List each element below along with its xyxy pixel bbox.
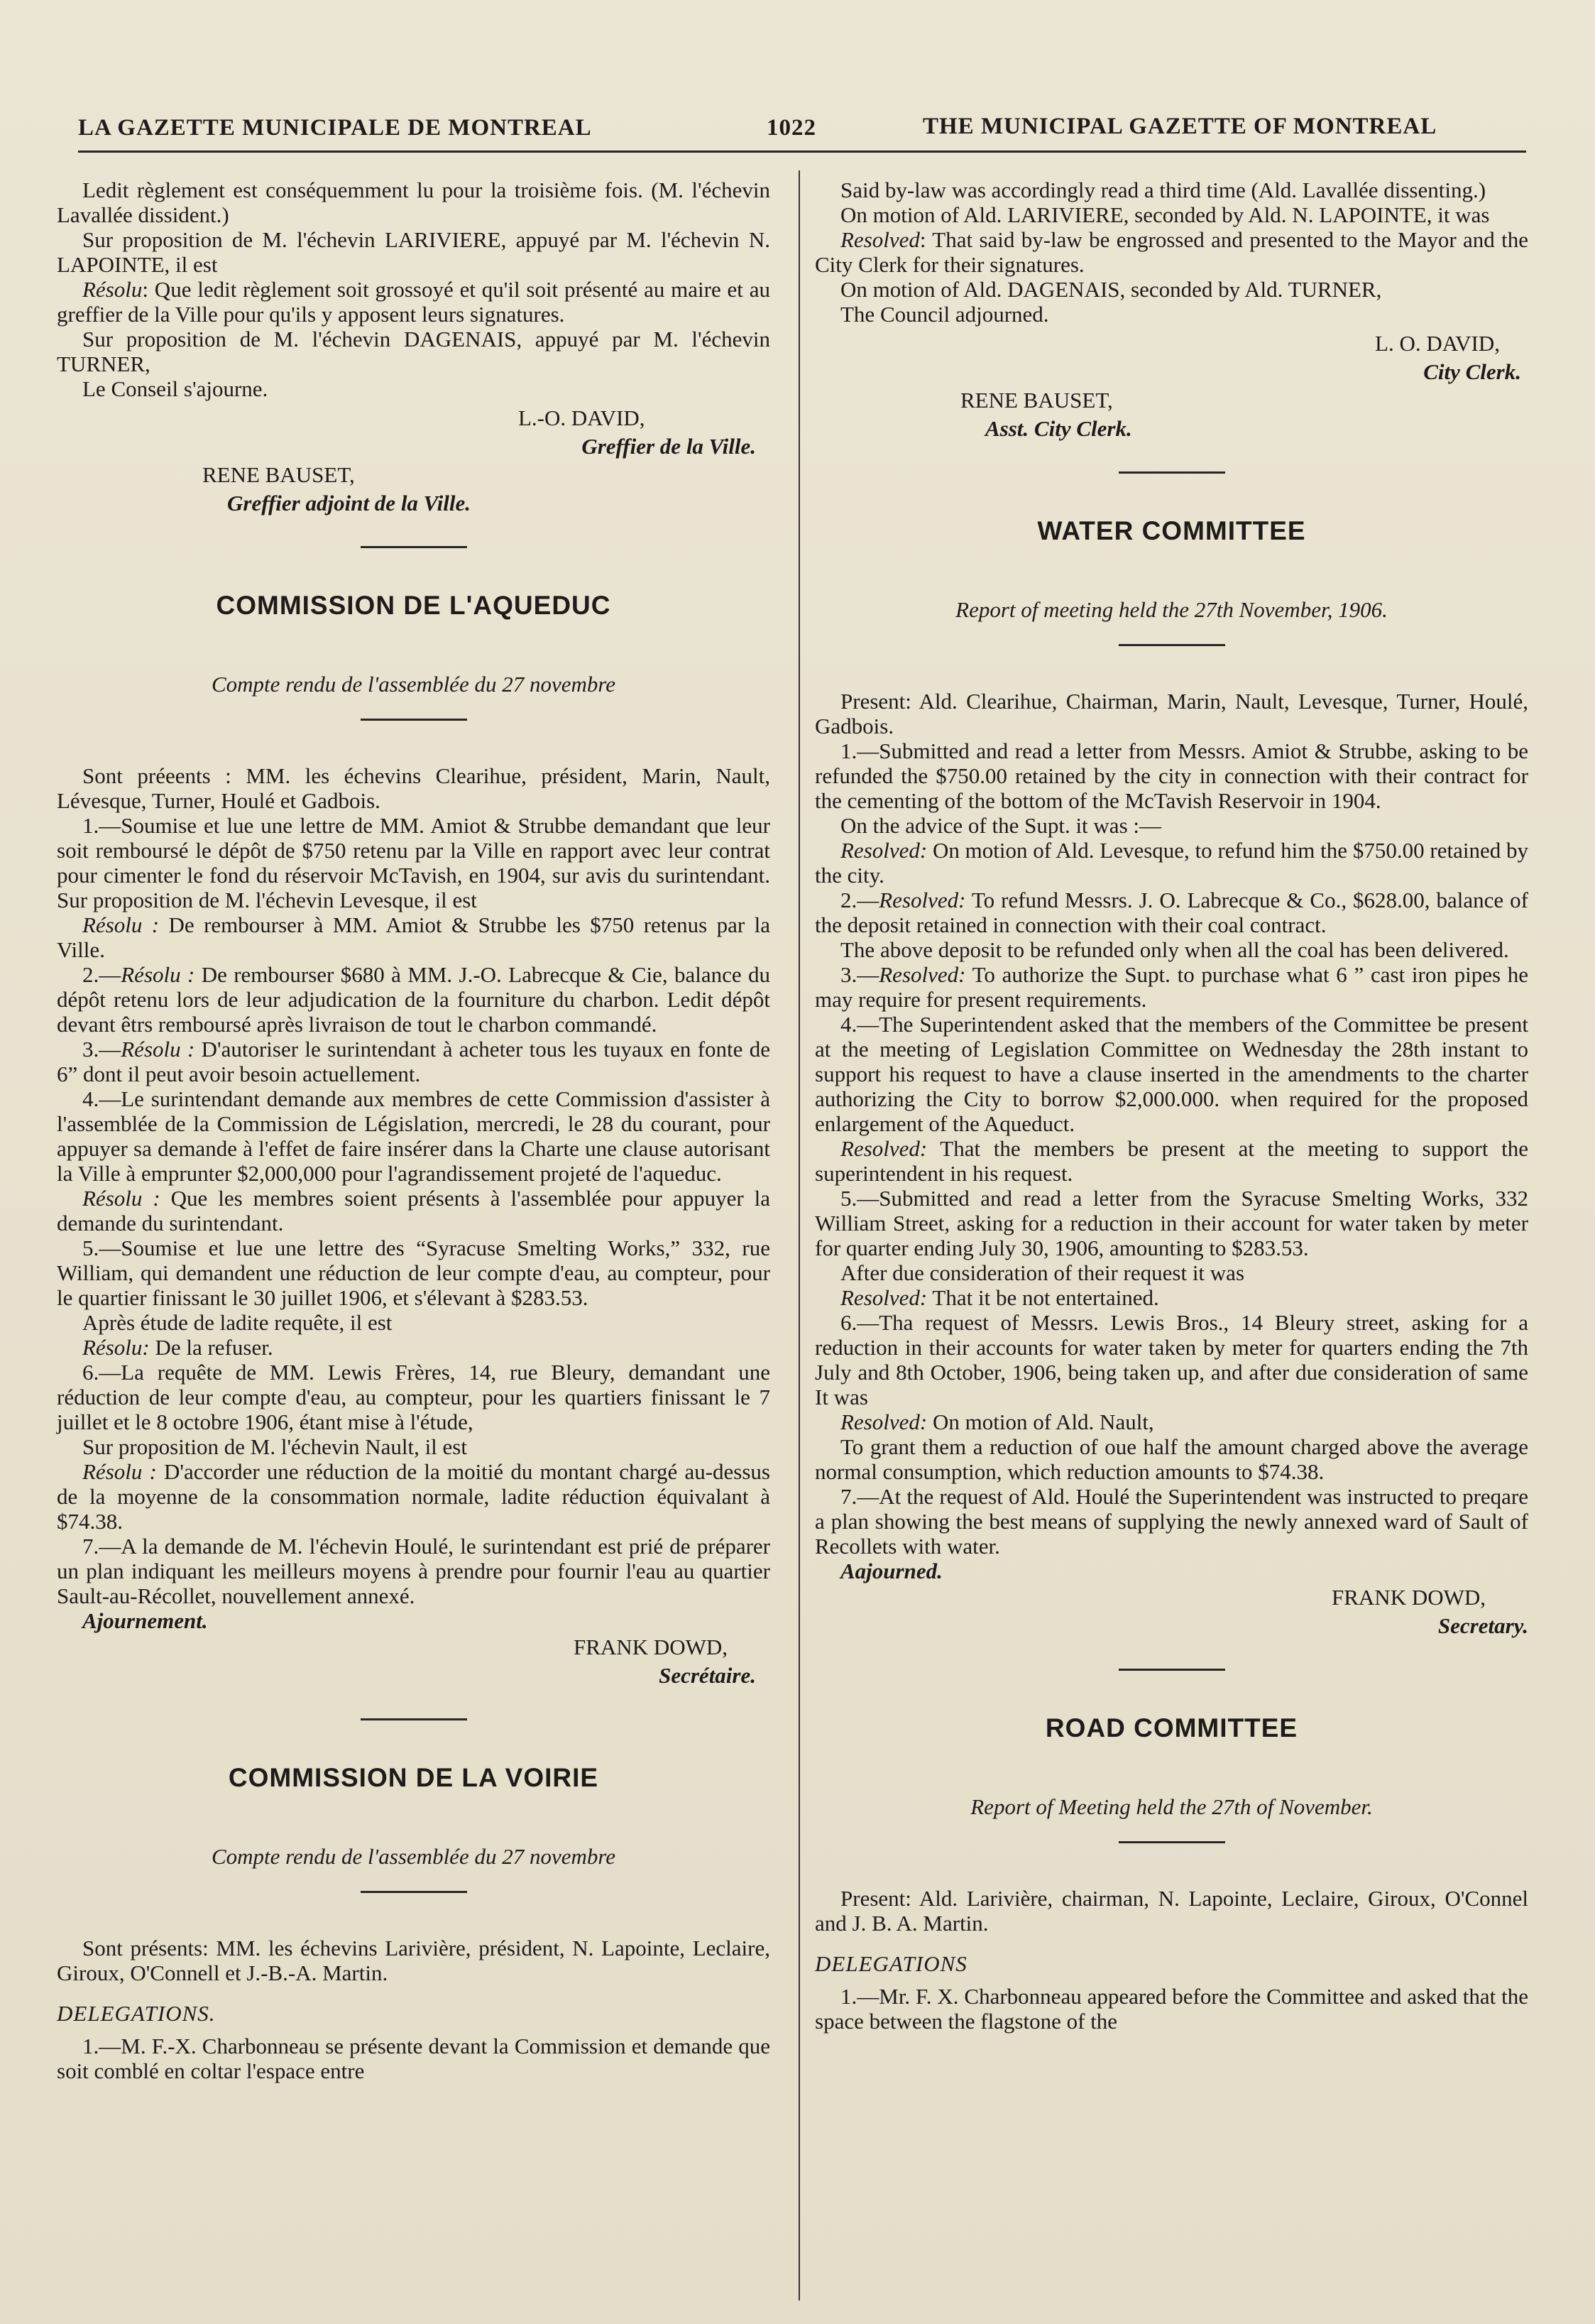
resolution-label: Resolved bbox=[840, 227, 920, 252]
signature-name: L.-O. DAVID, bbox=[518, 405, 645, 430]
resolution-label: Resolved: bbox=[840, 1136, 928, 1161]
resolution-label: Résolu : bbox=[82, 1186, 160, 1211]
paragraph: The above deposit to be refunded only when all the coal has been delivered. bbox=[840, 937, 1509, 962]
paragraph: Sur proposition de M. l'échevin DAGENAIS, appuyé par M. l'échevin TURNER, bbox=[57, 327, 770, 376]
paragraph: Resolved: That it be not entertained. bbox=[840, 1285, 1159, 1310]
section-subtitle: Compte rendu de l'assemblée du 27 novembre bbox=[211, 1844, 616, 1869]
english-column bbox=[815, 178, 1528, 2034]
paragraph: 1.—Submitted and read a letter from Messrs. Amiot & Strubbe, asking to be refunded the $750.00 retained by the city in connection with their contract for the cementing of the bottom of the McTavish Reservoir in 1904. bbox=[815, 738, 1528, 813]
paragraph: The Council adjourned. bbox=[840, 302, 1049, 327]
resolution-label: Résolu : bbox=[82, 912, 160, 937]
paragraph: Sur proposition de M. l'échevin LARIVIERE, appuyé par M. l'échevin N. LAPOINTE, il est bbox=[57, 227, 770, 277]
assistant-name: RENE BAUSET, bbox=[960, 388, 1113, 413]
paragraph: Après étude de ladite requête, il est bbox=[82, 1310, 393, 1335]
paragraph: Sont préeents : MM. les échevins Clearihue, président, Marin, Nault, Lévesque, Turner, Houlé et Gadbois. bbox=[57, 763, 770, 813]
paragraph: 1.—Mr. F. X. Charbonneau appeared before the Committee and asked that the space between the flagstone of the bbox=[815, 1984, 1528, 2034]
resolution-label: Resolved: bbox=[840, 1409, 928, 1434]
paragraph: Present: Ald. Larivière, chairman, N. Lapointe, Leclaire, Giroux, O'Connel and J. B. A. Martin. bbox=[815, 1886, 1528, 1936]
paragraph: Resolved: On motion of Ald. Levesque, to refund him the $750.00 retained by the city. bbox=[815, 838, 1528, 888]
paragraph: 5.—Soumise et lue une lettre des “Syracuse Smelting Works,” 332, rue William, qui demandent une réduction de leur compte d'eau, au compteur, pour le quartier finissant le 30 juillet 1906, et s'élevant à $283.53. bbox=[57, 1235, 770, 1310]
paragraph: Sur proposition de M. l'échevin Nault, il est bbox=[82, 1434, 467, 1459]
paragraph: 6.—Tha request of Messrs. Lewis Bros., 14 Bleury street, asking for a reduction in their accounts for water taken by meter for quarters ending the 7th July and 8th October, 1906, being taken up, and after due consideration of same It was bbox=[815, 1310, 1528, 1409]
paragraph: 6.—La requête de MM. Lewis Frères, 14, rue Bleury, demandant une réduction de leur compte d'eau, au compteur, pour les quartiers finissant le 7 juillet et le 8 octobre 1906, étant mise à l'étude, bbox=[57, 1360, 770, 1434]
section-title: COMMISSION DE L'AQUEDUC bbox=[216, 591, 611, 620]
resolution-label: Résolu : bbox=[121, 1037, 195, 1062]
assistant-title: Asst. City Clerk. bbox=[985, 416, 1132, 441]
resolution-label: Résolu: bbox=[82, 1335, 150, 1360]
resolution-label: Résolu bbox=[82, 277, 143, 302]
signature-block bbox=[57, 404, 770, 518]
paragraph: Résolu: Que ledit règlement soit grossoyé et qu'il soit présenté au maire et au greffier de la Ville pour qu'ils y apposent leurs signatures. bbox=[57, 277, 770, 327]
paragraph: 7.—At the request of Ald. Houlé the Superintendent was instructed to preqare a plan showing the best means of supplying the newly annexed ward of Sault of Recollets with water. bbox=[815, 1484, 1528, 1559]
paragraph: Résolu : D'accorder une réduction de la moitié du montant chargé au-dessus de la moyenne de la consommation normale, ladite réduction équivalant à $74.38. bbox=[57, 1459, 770, 1534]
resolution-label: Resolved: bbox=[879, 888, 966, 912]
delegations-heading: DELEGATIONS. bbox=[57, 2001, 216, 2026]
paragraph: 7.—A la demande de M. l'échevin Houlé, le surintendant est prié de préparer un plan indiquant les meilleurs moyens à prendre pour fournir l'eau au quartier Sault-au-Récollet, nouvellement annexé. bbox=[57, 1534, 770, 1608]
french-column bbox=[57, 178, 770, 2083]
signature-block bbox=[815, 329, 1528, 443]
paragraph: 1.—M. F.-X. Charbonneau se présente devant la Commission et demande que soit comblé en coltar l'espace entre bbox=[57, 2034, 770, 2083]
paragraph: Resolved: That the members be present at the meeting to support the superintendent in his request. bbox=[815, 1136, 1528, 1186]
paragraph: 3.—Résolu : D'autoriser le surintendant à acheter tous les tuyaux en fonte de 6” dont il peut avoir besoin actuellement. bbox=[57, 1037, 770, 1086]
delegations-heading: DELEGATIONS bbox=[815, 1951, 968, 1976]
assistant-name: RENE BAUSET, bbox=[202, 462, 355, 487]
section-subtitle: Report of Meeting held the 27th of November. bbox=[970, 1794, 1373, 1819]
header-french-title: LA GAZETTE MUNICIPALE DE MONTREAL bbox=[78, 115, 592, 141]
signature-title: City Clerk. bbox=[1423, 359, 1521, 384]
paragraph: After due consideration of their request it was bbox=[840, 1260, 1245, 1285]
resolution-label: Resolved: bbox=[879, 962, 966, 987]
section-title: ROAD COMMITTEE bbox=[1045, 1713, 1298, 1742]
paragraph: Said by-law was accordingly read a third time (Ald. Lavallée dissenting.) bbox=[840, 178, 1486, 202]
section-rule bbox=[1119, 471, 1225, 474]
assistant-title: Greffier adjoint de la Ville. bbox=[227, 491, 471, 515]
section-rule bbox=[361, 719, 467, 721]
paragraph: 4.—Le surintendant demande aux membres de cette Commission d'assister à l'assemblée de la Commission de Législation, mercredi, le 28 du courant, pour appuyer sa demande à l'effet de faire insérer dans la Charte une clause autorisant la Ville à emprunter $2,000,000 pour l'agrandissement projeté de l'aqueduc. bbox=[57, 1086, 770, 1186]
signature-name: FRANK DOWD, bbox=[1332, 1585, 1486, 1610]
paragraph: 5.—Submitted and read a letter from the Syracuse Smelting Works, 332 William Street, asking for a reduction in their account for water taken by meter for quarter ending July 30, 1906, amounting to $283.53. bbox=[815, 1186, 1528, 1260]
paragraph: 4.—The Superintendent asked that the members of the Committee be present at the meeting of Legislation Committee on Wednesday the 28th instant to support his request to have a clause inserted in the amendments to the charter authorizing the City to borrow $2,000.000. when required for the proposed enlargement of the Aqueduct. bbox=[815, 1012, 1528, 1136]
signature-title: Secretary. bbox=[1437, 1613, 1528, 1638]
page-number: 1022 bbox=[767, 115, 816, 141]
signature-block bbox=[57, 1633, 770, 1690]
section-rule bbox=[361, 1718, 467, 1720]
signature-title: Secrétaire. bbox=[659, 1663, 756, 1688]
section-rule bbox=[1119, 644, 1225, 646]
adjournment: Aajourned. bbox=[840, 1559, 943, 1583]
page-header bbox=[78, 107, 1526, 149]
section-rule bbox=[361, 546, 467, 548]
section-rule bbox=[1119, 1669, 1225, 1671]
paragraph: 1.—Soumise et lue une lettre de MM. Amiot & Strubbe demandant que leur soit remboursé le dépôt de $750 retenu par la Ville en rapport avec leur contrat pour cimenter le fond du réservoir McTavish, en 1904, sur avis du surintendant. Sur proposition de M. l'échevin Levesque, il est bbox=[57, 813, 770, 912]
section-rule bbox=[361, 1891, 467, 1893]
paragraph: Sont présents: MM. les échevins Larivière, président, N. Lapointe, Leclaire, Giroux, O'Connell et J.-B.-A. Martin. bbox=[57, 1936, 770, 1985]
signature-title: Greffier de la Ville. bbox=[581, 434, 756, 459]
section-subtitle: Report of meeting held the 27th November, 1906. bbox=[955, 597, 1388, 622]
signature-name: FRANK DOWD, bbox=[574, 1635, 728, 1659]
signature-block bbox=[815, 1583, 1528, 1640]
paragraph: Résolu : De rembourser à MM. Amiot & Strubbe les $750 retenus par la Ville. bbox=[57, 912, 770, 962]
paragraph: Resolved: That said by-law be engrossed and presented to the Mayor and the City Clerk for their signatures. bbox=[815, 227, 1528, 277]
paragraph: On motion of Ald. LARIVIERE, seconded by Ald. N. LAPOINTE, it was bbox=[840, 202, 1490, 227]
resolution-label: Resolved: bbox=[840, 1285, 928, 1310]
paragraph: Résolu: De la refuser. bbox=[82, 1335, 273, 1360]
section-subtitle: Compte rendu de l'assemblée du 27 novembre bbox=[211, 672, 616, 697]
paragraph: Present: Ald. Clearihue, Chairman, Marin, Nault, Levesque, Turner, Houlé, Gadbois. bbox=[815, 689, 1528, 738]
paragraph: On motion of Ald. DAGENAIS, seconded by Ald. TURNER, bbox=[840, 277, 1382, 302]
paragraph: Le Conseil s'ajourne. bbox=[82, 376, 268, 401]
paragraph: Resolved: On motion of Ald. Nault, bbox=[840, 1409, 1154, 1434]
resolution-label: Résolu : bbox=[121, 962, 195, 987]
header-english-title: THE MUNICIPAL GAZETTE OF MONTREAL bbox=[923, 114, 1437, 139]
section-rule bbox=[1119, 1841, 1225, 1843]
column-divider bbox=[799, 170, 800, 2301]
section-title: WATER COMMITTEE bbox=[1037, 516, 1306, 545]
paragraph: To grant them a reduction of oue half the amount charged above the average normal consumption, which reduction amounts to $74.38. bbox=[815, 1434, 1528, 1484]
section-title: COMMISSION DE LA VOIRIE bbox=[228, 1763, 599, 1792]
paragraph: Résolu : Que les membres soient présents à l'assemblée pour appuyer la demande du surintendant. bbox=[57, 1186, 770, 1235]
paragraph: Ledit règlement est conséquemment lu pour la troisième fois. (M. l'échevin Lavallée dissident.) bbox=[57, 178, 770, 227]
paragraph: 2.—Résolu : De rembourser $680 à MM. J.-O. Labrecque & Cie, balance du dépôt retenu lors de leur adjudication de la fourniture du charbon. Ledit dépôt devant êtrs remboursé après livraison de tout le charbon commandé. bbox=[57, 962, 770, 1037]
header-rule bbox=[78, 151, 1526, 153]
paragraph: 3.—Resolved: To authorize the Supt. to purchase what 6 ” cast iron pipes he may require for present requirements. bbox=[815, 962, 1528, 1012]
signature-name: L. O. DAVID, bbox=[1375, 331, 1500, 356]
adjournment: Ajournement. bbox=[82, 1608, 208, 1633]
paragraph: 2.—Resolved: To refund Messrs. J. O. Labrecque & Co., $628.00, balance of the deposit retained in connection with their coal contract. bbox=[815, 888, 1528, 937]
resolution-label: Resolved: bbox=[840, 838, 928, 863]
resolution-label: Résolu : bbox=[82, 1459, 157, 1484]
paragraph: On the advice of the Supt. it was :— bbox=[840, 813, 1161, 838]
